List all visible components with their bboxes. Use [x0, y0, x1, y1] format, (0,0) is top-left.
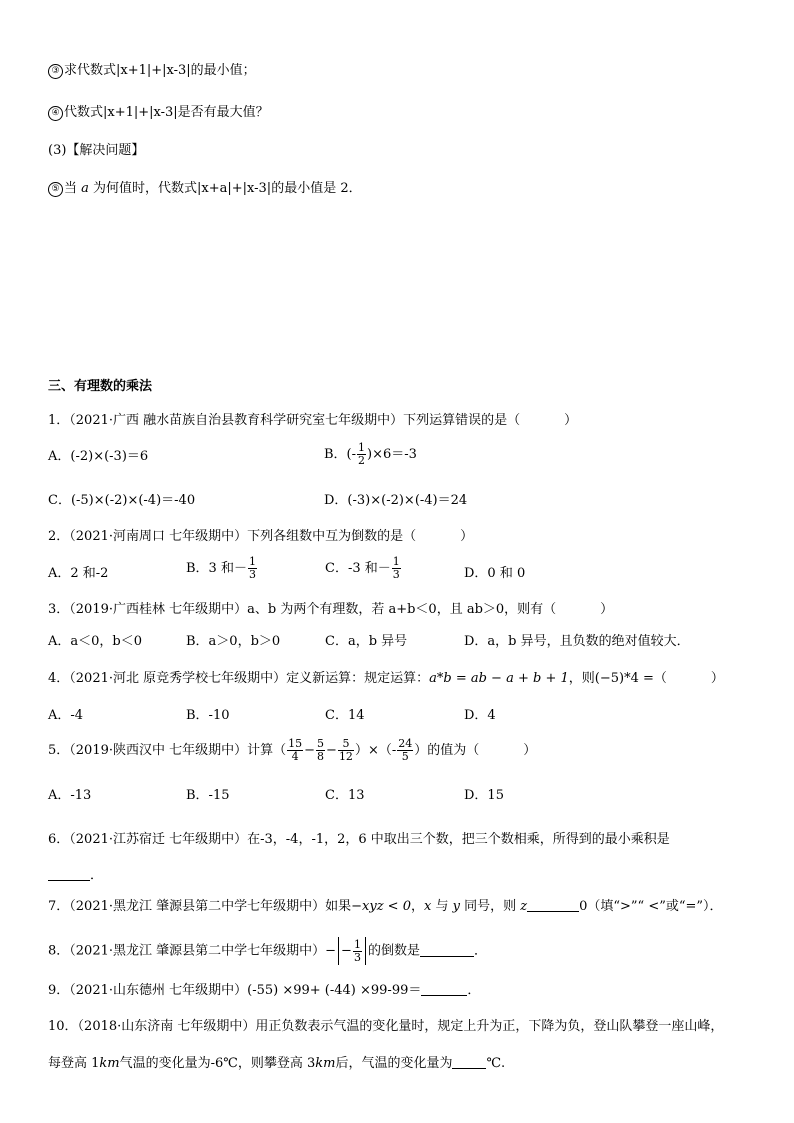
text: ，则 — [568, 671, 595, 686]
fraction — [353, 939, 362, 964]
question-text: 代数式|x+1|+|x-3|是否有最大值？ — [64, 105, 269, 120]
text: ）的值为（ — [414, 743, 480, 758]
expression: (−5)*4 = — [594, 671, 654, 686]
paren: （ — [653, 671, 667, 686]
text: ， — [410, 899, 424, 914]
q6-answer — [48, 867, 103, 885]
numerator: 1 — [358, 441, 366, 454]
q5-option-b: B．-15 — [186, 788, 230, 803]
q4-option-a: A．-4 — [48, 708, 84, 723]
numerator: 5 — [338, 738, 354, 751]
paren: ） — [710, 671, 724, 686]
text: B．(- — [324, 447, 357, 462]
q1-option-b — [324, 442, 417, 467]
numerator: 1 — [353, 937, 361, 951]
fraction — [338, 738, 354, 763]
question-text: 1．（2021·广西 融水苗族自治县教育科学研究室七年级期中）下列运算错误的是（ — [48, 413, 521, 428]
fraction — [248, 556, 257, 581]
q6-stem: 6．（2021·江苏宿迁 七年级期中）在-3，-4，-1，2，6 中取出三个数，把三个数相乘，所得到的最小乘积是 — [48, 832, 670, 847]
denominator: 4 — [291, 750, 299, 763]
text: 同号，则 — [459, 899, 521, 914]
q1-option-a: A．(-2)×(-3)＝6 — [48, 449, 149, 464]
text: 为何值时，代数式|x+a|+|x-3|的最小值是 2． — [88, 181, 362, 196]
operator: − — [326, 743, 337, 758]
formula: a*b = ab − a + b + 1 — [429, 671, 569, 686]
q2-option-d: D．0 和 0 — [464, 566, 526, 581]
q8-stem — [48, 937, 487, 965]
numerator: 1 — [248, 555, 256, 568]
answer-blank — [48, 868, 90, 881]
fraction — [357, 442, 366, 467]
text: ． — [473, 943, 487, 959]
numerator: 24 — [398, 737, 413, 750]
q10-line-1: 10．（2018·山东济南 七年级期中）用正负数表示气温的变化量时，规定上升为正，下降为负，登山队攀登一座山峰， — [48, 1019, 724, 1034]
text: 每登高 1 — [48, 1056, 100, 1071]
text: 当 — [64, 181, 82, 196]
q3-option-a: A．a＜0，b＜0 — [48, 634, 143, 649]
numerator: 15 — [288, 737, 303, 750]
text: 后，气温的变化量为 — [335, 1056, 453, 1071]
denominator: 3 — [392, 568, 400, 581]
part-3-heading — [48, 142, 144, 160]
q5-option-a: A．-13 — [48, 788, 92, 803]
operator: − — [325, 943, 337, 959]
q4-stem — [48, 670, 724, 688]
fraction — [287, 738, 303, 763]
q5-option-c: C．13 — [325, 788, 365, 803]
denominator: 12 — [338, 750, 353, 763]
paren: ） — [460, 529, 474, 544]
answer-blank — [527, 899, 579, 912]
question-text: 4．（2021·河北 原竞秀学校七年级期中）定义新运算：规定运算： — [48, 671, 430, 686]
text: )×6＝-3 — [367, 447, 417, 462]
fraction — [392, 556, 401, 581]
q5-option-d: D．15 — [464, 788, 504, 803]
q3-option-c: C．a，b 异号 — [325, 634, 408, 649]
operator: − — [304, 743, 316, 758]
fraction — [316, 738, 325, 763]
q3-option-b: B．a＞0，b＞0 — [186, 634, 281, 649]
q2-stem — [48, 528, 473, 546]
q1-stem — [48, 412, 577, 430]
answer-blank — [421, 983, 467, 996]
question-text: 3．（2019·广西桂林 七年级期中）a、b 为两个有理数，若 a+b＜0，且 ab＞0，则有（ — [48, 602, 557, 617]
part-heading: (3)【解决问题】 — [48, 143, 145, 158]
question-text: 5．（2019·陕西汉中 七年级期中）计算（ — [48, 743, 287, 758]
q7-stem — [48, 898, 723, 916]
paren: ） — [564, 413, 578, 428]
denominator: 3 — [353, 950, 361, 964]
circled-number: ③ — [48, 64, 63, 79]
answer-blank — [452, 1056, 486, 1069]
q2-option-c — [325, 556, 402, 581]
text: 气温的变化量为-6℃，则攀登高 3 — [119, 1056, 316, 1071]
question-text: 9．（2021·山东德州 七年级期中）(-55) ×99+ (-44) ×99-99＝ — [48, 983, 422, 998]
variable: x — [424, 899, 432, 914]
unit: ℃. — [486, 1056, 506, 1071]
q3-stem — [48, 601, 613, 619]
variable: y — [452, 899, 460, 914]
q1-option-d: D．(-3)×(-2)×(-4)＝24 — [324, 493, 468, 508]
denominator: 5 — [401, 750, 409, 763]
abs-bar — [365, 937, 366, 965]
unit: km — [315, 1056, 336, 1071]
question-3-row — [48, 62, 256, 80]
text: ． — [90, 868, 104, 883]
paren: ） — [523, 743, 537, 758]
q2-option-b — [186, 556, 258, 581]
denominator: 2 — [358, 454, 366, 467]
q4-option-c: C．14 — [325, 708, 365, 723]
variable: z — [520, 899, 528, 914]
abs-bar — [338, 937, 339, 965]
text: ． — [467, 983, 481, 998]
denominator: 8 — [317, 750, 325, 763]
q10-line-2 — [48, 1055, 505, 1073]
question-5-row — [48, 180, 362, 198]
fraction — [397, 738, 413, 763]
numerator: 1 — [392, 555, 400, 568]
question-text: 7．（2021·黑龙江 肇源县第二中学七年级期中）如果 — [48, 899, 352, 914]
paren: ） — [600, 602, 614, 617]
q4-option-b: B．-10 — [186, 708, 230, 723]
text: ）×（- — [354, 743, 397, 758]
expression: −xyz < 0 — [351, 899, 411, 914]
q4-option-d: D．4 — [464, 708, 496, 723]
section-title: 三、有理数的乘法 — [48, 379, 153, 394]
answer-blank — [420, 944, 474, 957]
question-4-row — [48, 104, 269, 122]
denominator: 3 — [248, 568, 256, 581]
question-text: 8．（2021·黑龙江 肇源县第二中学七年级期中） — [48, 943, 326, 959]
q5-stem — [48, 738, 536, 763]
circled-number: ④ — [48, 106, 63, 121]
text: C．-3 和－ — [325, 561, 391, 576]
numerator: 5 — [317, 737, 325, 750]
question-text: 2．（2021·河南周口 七年级期中）下列各组数中互为倒数的是（ — [48, 529, 417, 544]
operator: − — [341, 943, 352, 959]
q1-option-c: C．(-5)×(-2)×(-4)＝-40 — [48, 493, 196, 508]
q2-option-a: A．2 和-2 — [48, 566, 109, 581]
q9-stem — [48, 982, 480, 1000]
text: 的倒数是 — [367, 943, 420, 959]
variable: a — [81, 181, 89, 196]
unit: km — [99, 1056, 120, 1071]
text: 与 — [431, 899, 453, 914]
q3-option-d: D．a，b 异号，且负数的绝对值较大． — [464, 634, 690, 649]
circled-number: ⑤ — [48, 182, 63, 197]
question-text: 求代数式|x+1|+|x-3|的最小值； — [64, 63, 256, 78]
text: 0（填“>”“ <”或“=”）． — [579, 899, 723, 914]
text: B．3 和－ — [186, 561, 247, 576]
